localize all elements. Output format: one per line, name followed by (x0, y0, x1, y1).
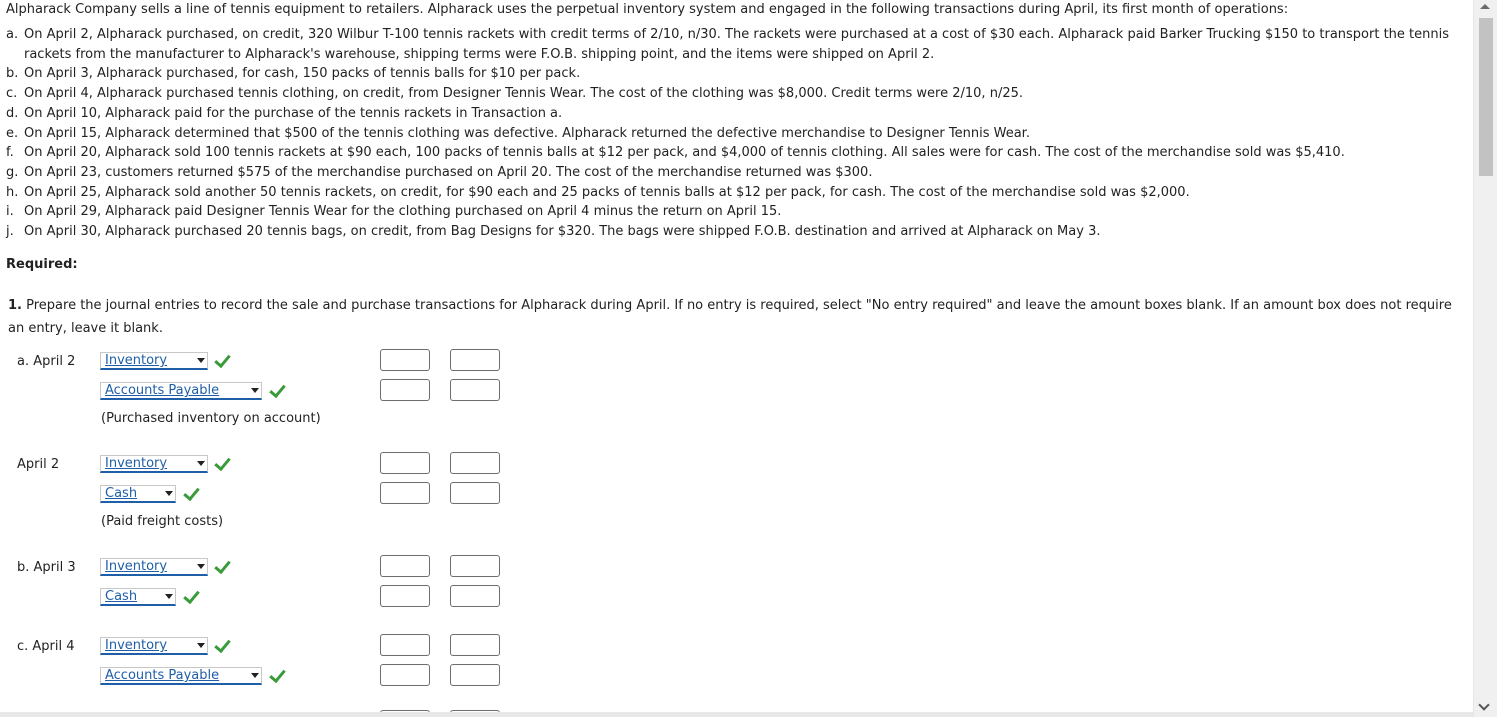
transaction-item: a. On April 2, Alpharack purchased, on credit, 320 Wilbur T-100 tennis rackets with credit terms of 2/10, n/30. The rackets were purchased at a cost of $30 each. Alpharack paid Barker Trucking $150 to transport the tennis rackets from the manufacturer to Alpharack's warehouse, shipping terms were F.O.B. shipping point, and the items were shipped on April 2. (6, 27, 1450, 62)
credit-amount-input[interactable] (450, 634, 500, 656)
credit-amount-input[interactable] (450, 452, 500, 474)
credit-account-select[interactable]: Cash (100, 588, 176, 606)
question-text (8, 294, 1458, 340)
debit-amount-input[interactable] (380, 482, 430, 504)
debit-amount-input[interactable] (380, 349, 430, 371)
debit-amount-input[interactable] (380, 585, 430, 607)
transaction-list (6, 25, 1456, 242)
transaction-item: i. On April 29, Alpharack paid Designer Tennis Wear for the clothing purchased on April 4 minus the return on April 15. (6, 204, 782, 220)
chevron-down-icon (197, 564, 205, 569)
scroll-down-icon[interactable] (1478, 699, 1489, 710)
checkmark-icon (214, 557, 231, 574)
credit-amount-input[interactable] (450, 379, 500, 401)
chevron-down-icon (165, 594, 173, 599)
transaction-item: g. On April 23, customers returned $575 of the merchandise purchased on April 20. The cost of the merchandise returned was $300. (6, 164, 873, 180)
transaction-item: e. On April 15, Alpharack determined that $500 of the tennis clothing was defective. Alpharack returned the defective merchandise to Designer Tennis Wear. (6, 125, 1030, 141)
debit-amount-input[interactable] (380, 379, 430, 401)
checkmark-icon (214, 454, 231, 471)
credit-account-select[interactable]: Accounts Payable (100, 382, 262, 400)
debit-account-select[interactable]: Inventory (100, 455, 208, 473)
question-number: 1. (8, 298, 22, 313)
scroll-up-icon[interactable] (1480, 4, 1490, 9)
credit-amount-input[interactable] (450, 555, 500, 577)
debit-amount-input[interactable] (380, 555, 430, 577)
vertical-scrollbar[interactable] (1473, 0, 1497, 717)
required-heading: Required: (6, 257, 78, 272)
credit-amount-input[interactable] (450, 585, 500, 607)
credit-amount-input[interactable] (450, 482, 500, 504)
transaction-item: c. On April 4, Alpharack purchased tennis clothing, on credit, from Designer Tennis Wear. The cost of the clothing was $8,000. Credit terms were 2/10, n/25. (6, 86, 1023, 102)
intro-text: Alpharack Company sells a line of tennis equipment to retailers. Alpharack uses the perpetual inventory system and engaged in the following transactions during April, its first month of operations: (6, 2, 1289, 17)
transaction-item: f. On April 20, Alpharack sold 100 tennis rackets at $90 each, 100 packs of tennis balls at $12 per pack, and $4,000 of tennis clothing. All sales were for cash. The cost of the merchandise sold was $5,410. (6, 145, 1345, 161)
credit-amount-input[interactable] (450, 664, 500, 686)
chevron-down-icon (165, 491, 173, 496)
debit-amount-input[interactable] (380, 664, 430, 686)
debit-amount-input[interactable] (380, 452, 430, 474)
entry-date-label: c. April 4 (17, 639, 75, 654)
debit-amount-input[interactable] (380, 634, 430, 656)
entry-memo: (Paid freight costs) (101, 514, 224, 529)
chevron-down-icon (197, 358, 205, 363)
transaction-item: h. On April 25, Alpharack sold another 50 tennis rackets, on credit, for $90 each and 25 packs of tennis balls at $12 per pack, for cash. The cost of the merchandise sold was $2,000. (6, 184, 1190, 200)
transaction-item: d. On April 10, Alpharack paid for the purchase of the tennis rackets in Transaction a. (6, 105, 563, 121)
scrollbar-thumb[interactable] (1479, 18, 1493, 176)
transaction-item: j. On April 30, Alpharack purchased 20 tennis bags, on credit, from Bag Designs for $320. The bags were shipped F.O.B. destination and arrived at Alpharack on May 3. (6, 224, 1101, 240)
debit-account-select[interactable]: Inventory (100, 637, 208, 655)
credit-account-select[interactable]: Cash (100, 485, 176, 503)
transaction-item: b. On April 3, Alpharack purchased, for cash, 150 packs of tennis balls for $10 per pack. (6, 66, 581, 82)
entry-memo: (Purchased inventory on account) (101, 411, 321, 426)
checkmark-icon (269, 381, 286, 398)
question-body: Prepare the journal entries to record the sale and purchase transactions for Alpharack during April. If no entry is required, select "No entry required" and leave the amount boxes blank. If an amount box does not require an entry, leave it blank. (8, 298, 1452, 336)
chevron-down-icon (197, 643, 205, 648)
entry-date-label: b. April 3 (17, 560, 76, 575)
horizontal-scroll-track (0, 712, 1474, 717)
credit-account-select[interactable]: Accounts Payable (100, 667, 262, 685)
chevron-down-icon (251, 673, 259, 678)
entry-date-label: April 2 (17, 457, 60, 472)
debit-account-select[interactable]: Inventory (100, 558, 208, 576)
checkmark-icon (183, 587, 200, 604)
chevron-down-icon (197, 461, 205, 466)
entry-date-label: a. April 2 (17, 354, 76, 369)
chevron-down-icon (251, 388, 259, 393)
checkmark-icon (214, 636, 231, 653)
checkmark-icon (269, 666, 286, 683)
credit-amount-input[interactable] (450, 349, 500, 371)
checkmark-icon (214, 351, 231, 368)
checkmark-icon (183, 484, 200, 501)
debit-account-select[interactable]: Inventory (100, 352, 208, 370)
